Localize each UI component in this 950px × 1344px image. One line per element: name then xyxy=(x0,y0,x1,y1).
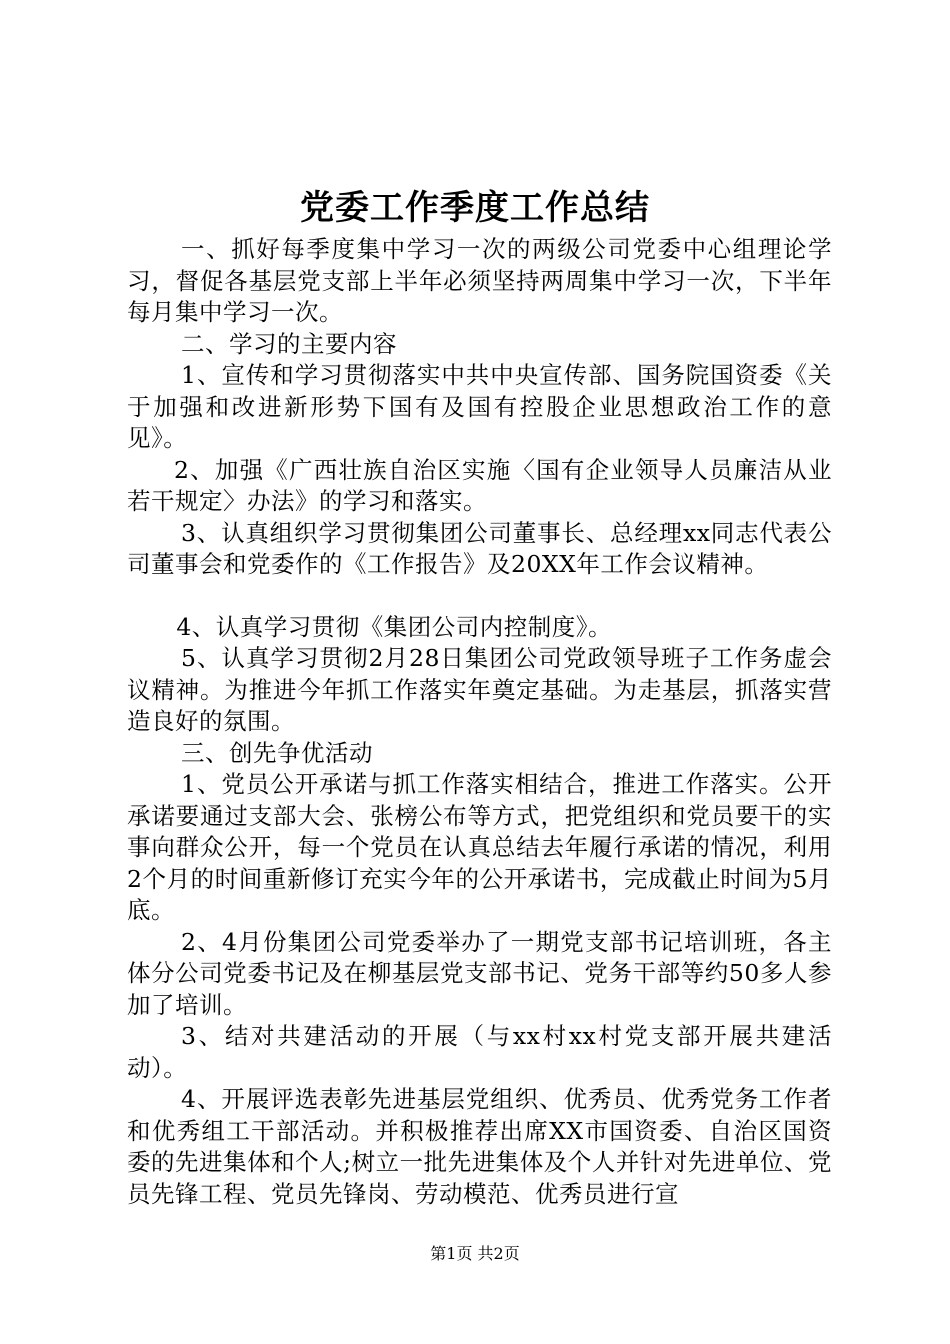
heading-study-content: 二、学习的主要内容 xyxy=(181,329,398,358)
paragraph-activity-1: 1、党员公开承诺与抓工作落实相结合，推进工作落实。公开承诺要通过支部大会、张榜公布等方式，把党组织和党员要干的实事向群众公开，每一个党员在认真总结去年履行承诺的情况，利用2个月的时间重新修订充实今年的公开承诺书，完成截止时间为5月底。 xyxy=(127,770,832,924)
paragraph-item-1: 1、宣传和学习贯彻落实中共中央宣传部、国务院国资委《关于加强和改进新形势下国有及国有控股企业思想政治工作的意见》。 xyxy=(127,361,832,452)
page-footer: 第1页 共2页 xyxy=(430,1244,520,1263)
paragraph-activity-3: 3、结对共建活动的开展（与xx村xx村党支部开展共建活动）。 xyxy=(127,1022,832,1082)
heading-excellence-activity: 三、创先争优活动 xyxy=(181,738,374,767)
paragraph-activity-4: 4、开展评选表彰先进基层党组织、优秀员、优秀党务工作者和优秀组工干部活动。并积极推荐出席XX市国资委、自治区国资委的先进集体和个人;树立一批先进集体及个人并针对先进单位、党员先锋工程、党员先锋岗、劳动模范、优秀员进行宣 xyxy=(127,1085,832,1208)
document-body xyxy=(127,234,832,1210)
paragraph-gap xyxy=(127,581,832,612)
document-title: 党委工作季度工作总结 xyxy=(300,188,650,228)
paragraph-item-3: 3、认真组织学习贯彻集团公司董事长、总经理xx同志代表公司董事会和党委作的《工作报告》及20XX年工作会议精神。 xyxy=(127,518,832,578)
paragraph-item-4: 4、认真学习贯彻《集团公司内控制度》。 xyxy=(176,612,613,641)
paragraph-study-schedule: 一、抓好每季度集中学习一次的两级公司党委中心组理论学习，督促各基层党支部上半年必须坚持两周集中学习一次，下半年每月集中学习一次。 xyxy=(127,235,832,326)
paragraph-item-5: 5、认真学习贯彻2月28日集团公司党政领导班子工作务虚会议精神。为推进今年抓工作落实年奠定基础。为走基层，抓落实营造良好的氛围。 xyxy=(127,644,832,735)
paragraph-item-2: 2、加强《广西壮族自治区实施〈国有企业领导人员廉洁从业若干规定〉办法》的学习和落实。 xyxy=(127,455,832,515)
paragraph-activity-2: 2、4月份集团公司党委举办了一期党支部书记培训班，各主体分公司党委书记及在柳基层党支部书记、党务干部等约50多人参加了培训。 xyxy=(127,927,832,1019)
